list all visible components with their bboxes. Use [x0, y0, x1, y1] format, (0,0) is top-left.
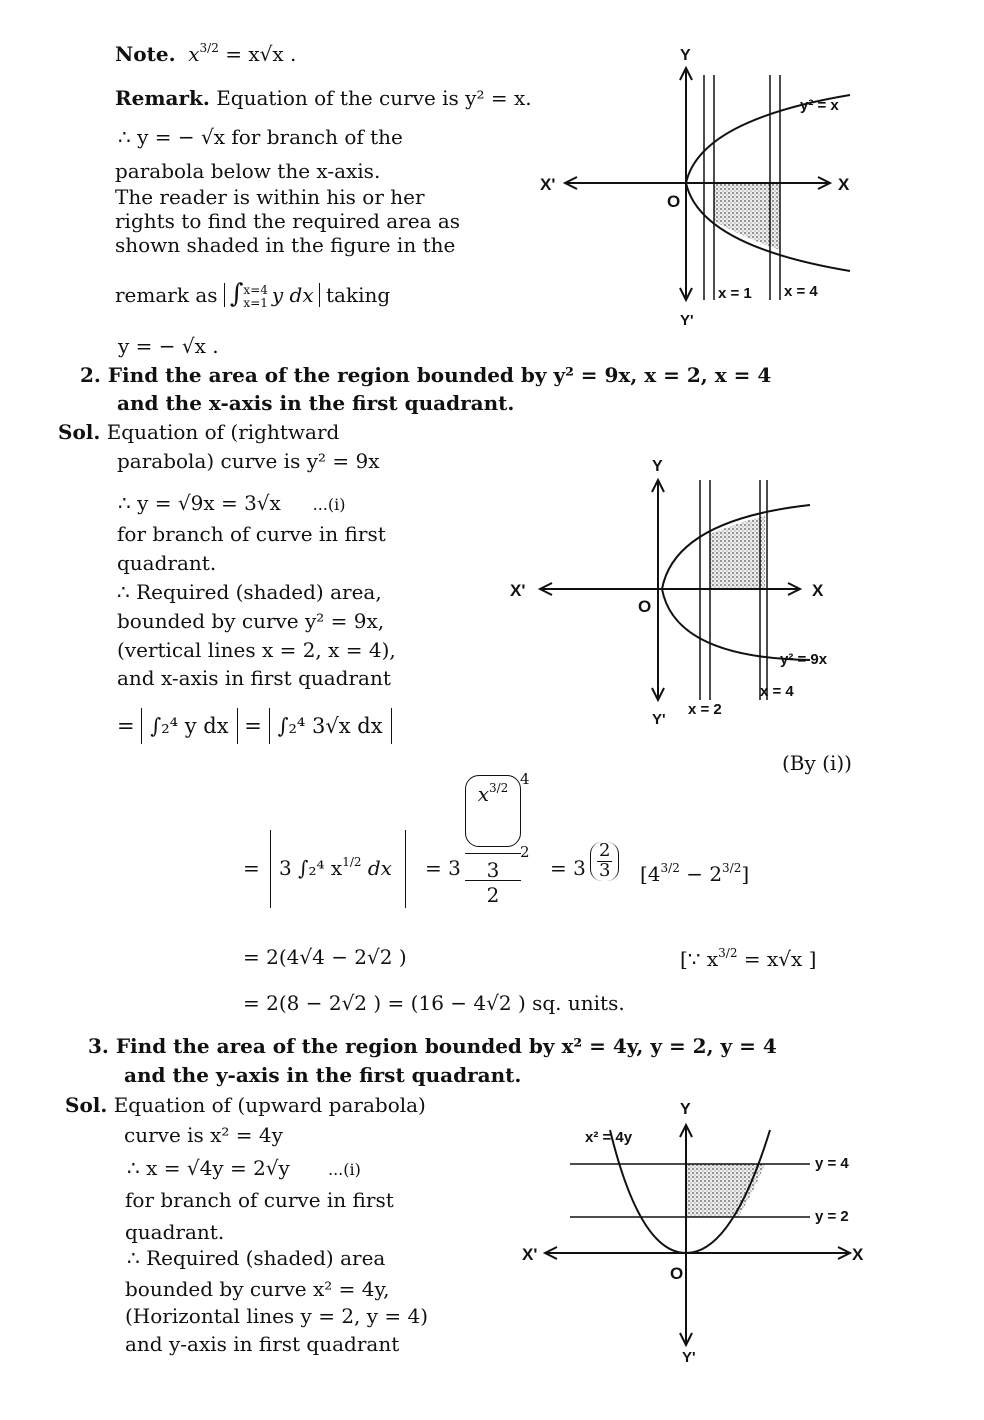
shaded-region — [686, 1164, 765, 1217]
by-i-note: (By (i)) — [782, 751, 852, 775]
remark-line-5: rights to find the required area as — [115, 209, 461, 233]
sol3-line-8: (Horizontal lines y = 2, y = 4) — [125, 1304, 429, 1328]
equals: = — [244, 714, 262, 738]
y-prime-label: Y' — [682, 1349, 696, 1366]
remark-line-3: parabola below the x-axis. — [115, 159, 381, 183]
x-label: X — [812, 581, 824, 600]
eq-line-2: = 2(4√4 − 2√2 ) — [243, 945, 407, 969]
eq-text: = 3 — [550, 856, 586, 880]
question-text: Find the area of the region bounded by x² = 4y, y = 2, y = 4 — [115, 1034, 777, 1058]
remark-label: Remark. — [115, 86, 210, 110]
eq-text: [4 — [640, 862, 661, 886]
origin-label: O — [670, 1264, 684, 1283]
sol3-line-2: curve is x² = 4y — [124, 1123, 283, 1147]
note-formula-rhs: = x√x . — [225, 42, 297, 66]
sol-text: Equation of (upward parabola) — [113, 1093, 426, 1117]
y-label: Y — [680, 47, 691, 64]
eq-text: ] — [741, 862, 750, 886]
curve-label: y² = x — [800, 97, 839, 114]
equals: = — [117, 714, 135, 738]
question-number: 3. — [88, 1034, 109, 1058]
remark-text: taking — [326, 283, 391, 307]
x-prime-label: X' — [540, 175, 556, 194]
line-label-x1: x = 1 — [718, 285, 752, 302]
remark-line-4: The reader is within his or her — [115, 185, 425, 209]
eq-text: 3 ∫₂⁴ x — [279, 856, 343, 880]
equals: = — [243, 856, 260, 880]
eq-exp: 3/2 — [718, 946, 738, 960]
line-label-x2: x = 2 — [688, 701, 722, 718]
eq-den: 3 — [599, 859, 611, 881]
equation-ref: ...(i) — [328, 1160, 361, 1179]
integrand: y dx — [271, 283, 314, 307]
remark-line-6: shown shaded in the figure in the — [115, 233, 456, 257]
line-label-x4: x = 4 — [784, 283, 818, 300]
x-label: X — [852, 1245, 864, 1264]
eq-text: = x√x ] — [737, 947, 817, 971]
remark-text: remark as — [115, 283, 218, 307]
figure-3-parabola-x2-4y — [545, 1125, 850, 1345]
line-label-y4: y = 4 — [815, 1155, 849, 1172]
remark-text: Equation of the curve is y² = x. — [216, 86, 532, 110]
eq-exp: 1/2 — [342, 855, 362, 869]
sol2-line-2: parabola) curve is y² = 9x — [117, 449, 380, 473]
y-prime-label: Y' — [652, 711, 666, 728]
solution-label: Sol. — [65, 1093, 108, 1117]
note-formula-base: x — [188, 42, 200, 66]
sol3-line-5: quadrant. — [125, 1220, 225, 1244]
eq-text: = 3 — [425, 856, 461, 880]
eq-den: 3 — [465, 853, 521, 880]
equation-ref: ...(i) — [312, 495, 346, 514]
sol2-line-5: quadrant. — [117, 551, 217, 575]
remark-line-2: ∴ y = − √x for branch of the — [118, 125, 403, 149]
x-label: X — [838, 175, 850, 194]
line-label-y2: y = 2 — [815, 1208, 849, 1225]
question-number: 2. — [80, 363, 101, 387]
lower-limit: x=1 — [243, 295, 268, 310]
sol2-line-7: bounded by curve y² = 9x, — [117, 609, 385, 633]
sol3-line-4: for branch of curve in first — [125, 1188, 394, 1212]
remark-line-8: y = − √x . — [118, 334, 219, 358]
origin-label: O — [638, 597, 652, 616]
eq-text: [∵ x — [680, 947, 719, 971]
note-formula-exp: 3/2 — [199, 41, 219, 55]
sol-text: Equation of (rightward — [106, 420, 340, 444]
sol2-line-9: and x-axis in first quadrant — [117, 666, 391, 690]
eq-text: dx — [361, 856, 392, 880]
sol2-line-4: for branch of curve in first — [117, 522, 386, 546]
eq-text: x — [477, 782, 489, 806]
integral-abs-2: ∫₂⁴ 3√x dx — [269, 708, 392, 744]
upper-limit: 4 — [520, 770, 530, 788]
origin-label: O — [667, 192, 681, 211]
x-prime-label: X' — [522, 1245, 538, 1264]
integral-sign: ∫ — [229, 279, 244, 309]
sol-text: ∴ x = √4y = 2√y — [127, 1156, 290, 1180]
question-2-line-2: and the x-axis in the first quadrant. — [117, 391, 515, 415]
y-label: Y — [652, 458, 663, 475]
eq-exp: 3/2 — [488, 781, 509, 795]
figure-2-parabola-y2-9x — [540, 480, 810, 700]
line-label-x4: x = 4 — [760, 683, 794, 700]
note-label: Note. — [115, 42, 176, 66]
lower-limit: 2 — [520, 843, 530, 861]
question-3-line-2: and the y-axis in the first quadrant. — [124, 1063, 522, 1087]
sol2-line-6: ∴ Required (shaded) area, — [117, 580, 382, 604]
sol-text: ∴ y = √9x = 3√x — [118, 491, 281, 515]
question-text: Find the area of the region bounded by y² = 9x, x = 2, x = 4 — [107, 363, 772, 387]
solution-label: Sol. — [58, 420, 101, 444]
eq-line-3: = 2(8 − 2√2 ) = (16 − 4√2 ) sq. units. — [243, 991, 625, 1015]
eq-num: 2 — [599, 840, 611, 861]
sol3-line-7: bounded by curve x² = 4y, — [125, 1277, 390, 1301]
curve-label: y² = 9x — [780, 651, 828, 668]
y-label: Y — [680, 1101, 691, 1118]
y-prime-label: Y' — [680, 312, 694, 329]
upper-limit: x=4 — [243, 282, 268, 297]
sol2-line-8: (vertical lines x = 2, x = 4), — [117, 638, 396, 662]
eq-text: − 2 — [679, 862, 723, 886]
curve-label: x² = 4y — [585, 1129, 633, 1146]
x-prime-label: X' — [510, 581, 526, 600]
sol3-line-6: ∴ Required (shaded) area — [127, 1246, 386, 1270]
eq-exp: 3/2 — [660, 861, 680, 875]
integral-abs-1: ∫₂⁴ y dx — [141, 708, 237, 744]
eq-exp: 3/2 — [722, 861, 742, 875]
sol3-line-9: and y-axis in first quadrant — [125, 1332, 400, 1356]
eq-den: 2 — [465, 880, 521, 905]
